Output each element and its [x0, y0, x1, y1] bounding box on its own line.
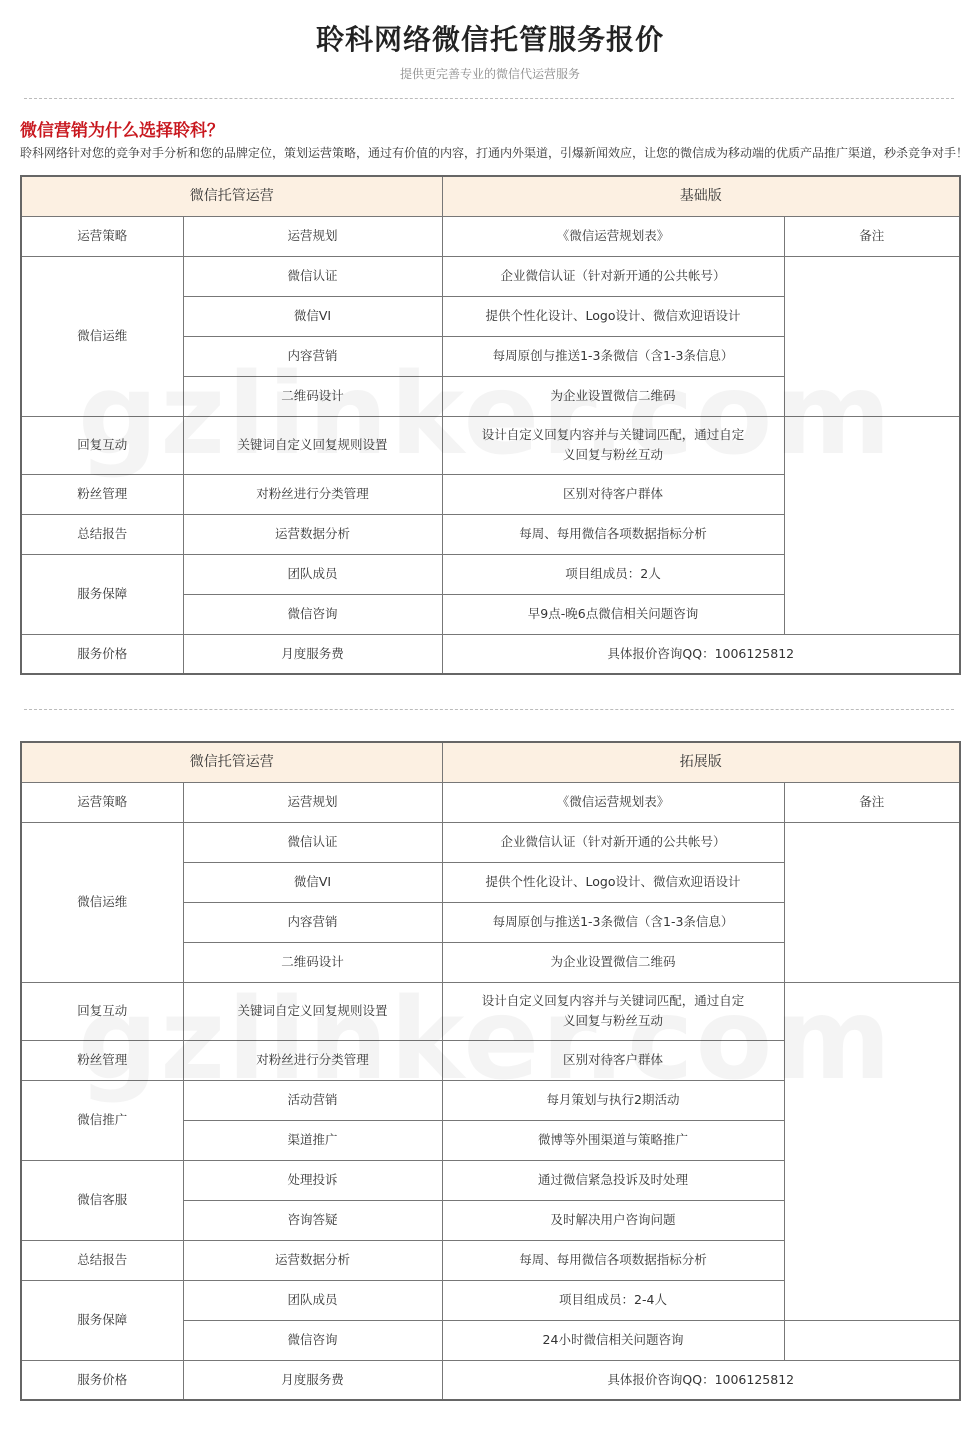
- notes-cell: [784, 1320, 960, 1360]
- description-line: 义回复与粉丝互动: [562, 1013, 663, 1028]
- item-cell: 关键词自定义回复规则设置: [183, 416, 442, 474]
- notes-cell: [784, 982, 960, 1320]
- table-row: [21, 634, 960, 674]
- category-cell: 回复互动: [21, 982, 183, 1040]
- page-title: 聆科网络微信托管服务报价: [315, 23, 664, 56]
- table-row: [21, 416, 960, 474]
- description-cell: 项目组成员：2-4人: [442, 1280, 784, 1320]
- description-cell: 项目组成员：2人: [442, 554, 784, 594]
- description-cell: 《微信运营规划表》: [442, 782, 784, 822]
- description-line: 设计自定义回复内容并与关键词匹配，通过自定: [481, 427, 745, 442]
- description-cell: 区别对待客户群体: [442, 474, 784, 514]
- basic-plan-table: [20, 175, 961, 675]
- description-cell: 早9点-晚6点微信相关问题咨询: [442, 594, 784, 634]
- divider: [24, 98, 954, 99]
- item-cell: 团队成员: [183, 554, 442, 594]
- notes-header-cell: 备注: [784, 782, 960, 822]
- item-cell: 微信认证: [183, 256, 442, 296]
- section-heading: 微信营销为什么选择聆科？: [20, 121, 224, 141]
- item-cell: 二维码设计: [183, 942, 442, 982]
- item-cell: 处理投诉: [183, 1160, 442, 1200]
- description-cell: 为企业设置微信二维码: [442, 376, 784, 416]
- category-cell: 微信运维: [21, 256, 183, 416]
- category-cell: 总结报告: [21, 1240, 183, 1280]
- table-header-row: [21, 742, 960, 782]
- item-cell: 运营数据分析: [183, 514, 442, 554]
- header-service-name: 微信托管运营: [21, 176, 442, 216]
- description-cell: [442, 982, 784, 1040]
- price-cell: 具体报价咨询QQ：1006125812: [442, 1360, 960, 1400]
- notes-cell: [784, 416, 960, 634]
- category-cell: 微信客服: [21, 1160, 183, 1240]
- item-cell: 微信咨询: [183, 594, 442, 634]
- intro-text: 聆科网络针对您的竞争对手分析和您的品牌定位，策划运营策略，通过有价值的内容，打通内外渠道，引爆新闻效应，让您的微信成为移动端的优质产品推广渠道，秒杀竞争对手！: [20, 146, 969, 160]
- price-cell: 具体报价咨询QQ：1006125812: [442, 634, 960, 674]
- description-cell: 为企业设置微信二维码: [442, 942, 784, 982]
- item-cell: 对粉丝进行分类管理: [183, 1040, 442, 1080]
- item-cell: 对粉丝进行分类管理: [183, 474, 442, 514]
- description-cell: 提供个性化设计、Logo设计、微信欢迎语设计: [442, 862, 784, 902]
- item-cell: 微信咨询: [183, 1320, 442, 1360]
- description-cell: 每周原创与推送1-3条微信（含1-3条信息）: [442, 902, 784, 942]
- table-row: [21, 216, 960, 256]
- category-cell: 服务保障: [21, 1280, 183, 1360]
- category-cell: 粉丝管理: [21, 474, 183, 514]
- description-cell: [442, 416, 784, 474]
- page-subtitle: 提供更完善专业的微信代运营服务: [399, 67, 580, 81]
- description-line: 设计自定义回复内容并与关键词匹配，通过自定: [481, 993, 745, 1008]
- header-plan-name: 拓展版: [442, 742, 960, 782]
- item-cell: 运营规划: [183, 216, 442, 256]
- description-cell: 24小时微信相关问题咨询: [442, 1320, 784, 1360]
- description-cell: 每周、每用微信各项数据指标分析: [442, 514, 784, 554]
- description-cell: 微博等外围渠道与策略推广: [442, 1120, 784, 1160]
- category-cell: 服务价格: [21, 1360, 183, 1400]
- item-cell: 关键词自定义回复规则设置: [183, 982, 442, 1040]
- description-cell: 每周原创与推送1-3条微信（含1-3条信息）: [442, 336, 784, 376]
- item-cell: 活动营销: [183, 1080, 442, 1120]
- table-header-row: [21, 176, 960, 216]
- item-cell: 月度服务费: [183, 634, 442, 674]
- header-plan-name: 基础版: [442, 176, 960, 216]
- description-cell: 及时解决用户咨询问题: [442, 1200, 784, 1240]
- table-row: [21, 822, 960, 862]
- category-cell: 总结报告: [21, 514, 183, 554]
- description-cell: 提供个性化设计、Logo设计、微信欢迎语设计: [442, 296, 784, 336]
- item-cell: 内容营销: [183, 902, 442, 942]
- item-cell: 运营规划: [183, 782, 442, 822]
- notes-cell: [784, 256, 960, 416]
- extended-plan-table: [20, 741, 961, 1401]
- category-cell: 微信推广: [21, 1080, 183, 1160]
- description-cell: 每月策划与执行2期活动: [442, 1080, 784, 1120]
- description-line: 义回复与粉丝互动: [562, 447, 663, 462]
- item-cell: 咨询答疑: [183, 1200, 442, 1240]
- header-service-name: 微信托管运营: [21, 742, 442, 782]
- category-cell: 运营策略: [21, 782, 183, 822]
- description-cell: 企业微信认证（针对新开通的公共帐号）: [442, 822, 784, 862]
- item-cell: 二维码设计: [183, 376, 442, 416]
- table-row: [21, 1360, 960, 1400]
- category-cell: 微信运维: [21, 822, 183, 982]
- item-cell: 运营数据分析: [183, 1240, 442, 1280]
- table-row: [21, 782, 960, 822]
- category-cell: 回复互动: [21, 416, 183, 474]
- notes-header-cell: 备注: [784, 216, 960, 256]
- category-cell: 粉丝管理: [21, 1040, 183, 1080]
- item-cell: 渠道推广: [183, 1120, 442, 1160]
- description-cell: 区别对待客户群体: [442, 1040, 784, 1080]
- item-cell: 微信认证: [183, 822, 442, 862]
- item-cell: 团队成员: [183, 1280, 442, 1320]
- table-row: [21, 982, 960, 1040]
- description-cell: 每周、每用微信各项数据指标分析: [442, 1240, 784, 1280]
- item-cell: 微信VI: [183, 296, 442, 336]
- table-row: [21, 256, 960, 296]
- item-cell: 月度服务费: [183, 1360, 442, 1400]
- category-cell: 运营策略: [21, 216, 183, 256]
- divider: [24, 709, 954, 710]
- category-cell: 服务价格: [21, 634, 183, 674]
- item-cell: 微信VI: [183, 862, 442, 902]
- description-cell: 《微信运营规划表》: [442, 216, 784, 256]
- description-cell: 企业微信认证（针对新开通的公共帐号）: [442, 256, 784, 296]
- description-cell: 通过微信紧急投诉及时处理: [442, 1160, 784, 1200]
- notes-cell: [784, 822, 960, 982]
- category-cell: 服务保障: [21, 554, 183, 634]
- item-cell: 内容营销: [183, 336, 442, 376]
